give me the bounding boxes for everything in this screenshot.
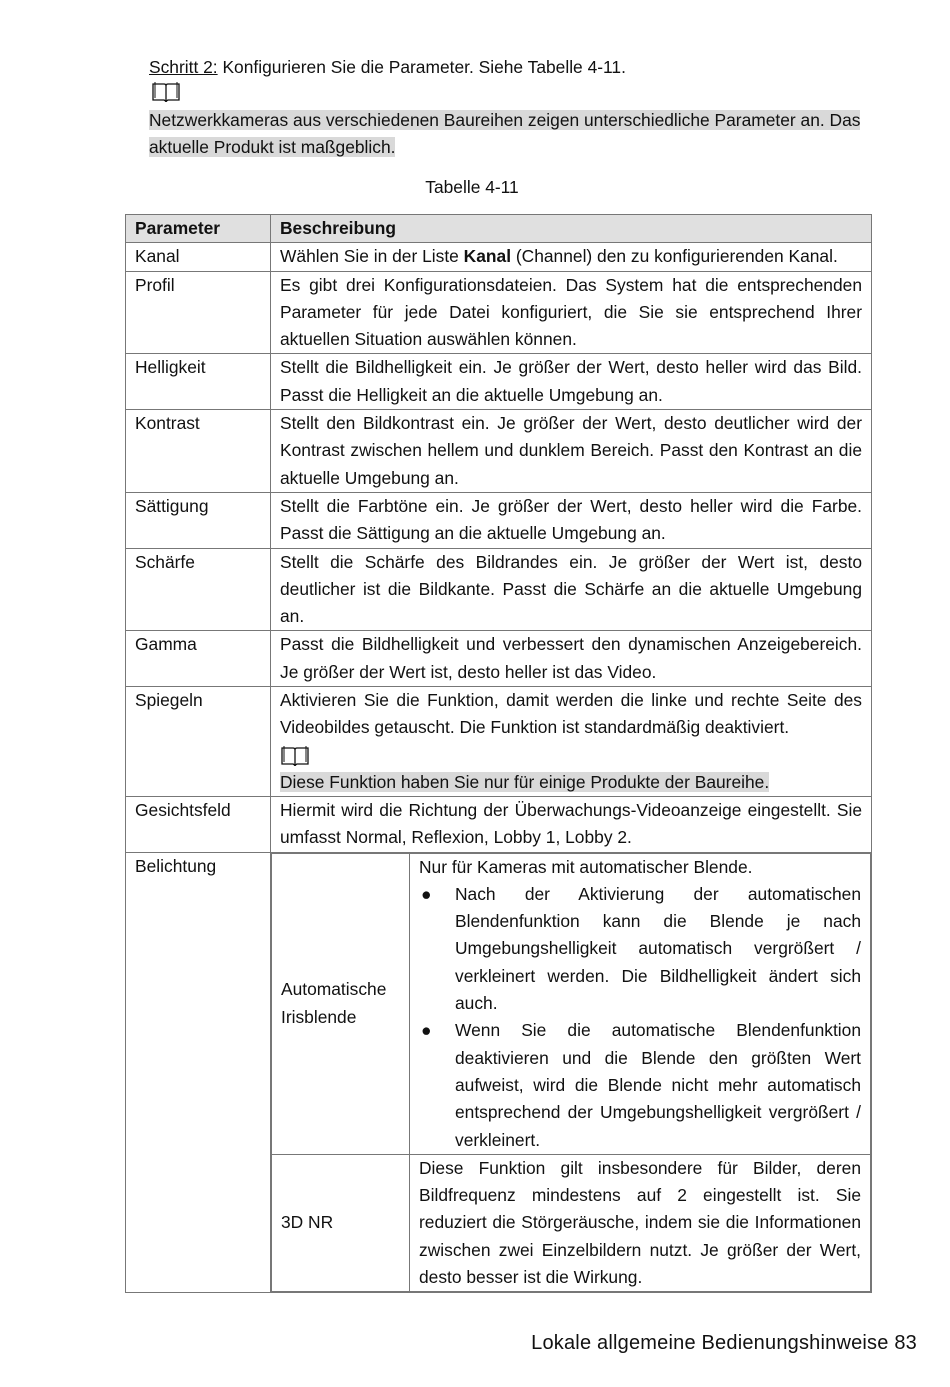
table-row xyxy=(126,687,872,797)
param-cell: Helligkeit xyxy=(126,354,271,410)
param-cell: Spiegeln xyxy=(126,687,271,797)
param-cell: Profil xyxy=(126,271,271,354)
bullet-icon: ● xyxy=(421,883,432,904)
desc-cell xyxy=(271,243,872,271)
table-row xyxy=(126,631,872,687)
table-row xyxy=(126,354,872,410)
subtable-row-iris xyxy=(272,853,871,1154)
table-row xyxy=(126,410,872,493)
header-description: Beschreibung xyxy=(271,215,872,243)
sub-param-cell: 3D NR xyxy=(272,1154,410,1291)
desc-cell: Es gibt drei Konfigurationsdateien. Das System hat die entsprechenden Parameter für jede Datei konfiguriert, die Sie sie entsprechend Ihrer aktuellen Situation auswählen können. xyxy=(271,271,872,354)
param-cell: Kanal xyxy=(126,243,271,271)
desc-cell: Passt die Bildhelligkeit und verbessert den dynamischen Anzeigebereich. Je größer der Wert ist, desto heller ist das Video. xyxy=(271,631,872,687)
table-row xyxy=(126,492,872,548)
sub-desc-cell xyxy=(410,853,871,1154)
desc-text: Aktivieren Sie die Funktion, damit werden die linke und rechte Seite des Videobildes getauscht. Die Funktion ist standardmäßig deaktiviert. xyxy=(280,690,862,738)
param-cell: Kontrast xyxy=(126,410,271,493)
book-icon xyxy=(151,81,181,103)
bullet-icon: ● xyxy=(421,1020,432,1041)
header-parameter: Parameter xyxy=(126,215,271,243)
table-row xyxy=(126,243,872,271)
table-row-exposure xyxy=(126,852,872,1293)
bullet-item xyxy=(419,881,861,1017)
sub-desc-cell: Diese Funktion gilt insbesondere für Bilder, deren Bildfrequenz mindestens auf 2 eingestellt ist. Sie reduziert die Störgeräusche, indem sie die Informationen zwischen zwei Einzelbildern nutzt. Je größer der Wert, desto besser ist die Wirkung. xyxy=(410,1154,871,1291)
exposure-subtable xyxy=(271,853,871,1293)
note-line-1: Netzwerkkameras aus verschiedenen Baureihen zeigen unterschiedliche Parameter an. Das xyxy=(149,110,861,130)
parameter-table xyxy=(125,214,872,1293)
bullet-text: Nach der Aktivierung der automatischen Blendenfunktion kann die Blende je nach Umgebungshelligkeit automatisch vergrößert / verkleinert werden. Die Bildhelligkeit ändert sich auch. xyxy=(455,883,861,1014)
table-caption: Tabelle 4-11 xyxy=(425,177,519,197)
note-text xyxy=(149,107,901,162)
row-note: Diese Funktion haben Sie nur für einige Produkte der Baureihe. xyxy=(280,771,770,792)
bullet-item xyxy=(419,1017,861,1153)
iris-intro: Nur für Kameras mit automatischer Blende. xyxy=(419,856,753,877)
param-cell: Sättigung xyxy=(126,492,271,548)
step-text: Konfigurieren Sie die Parameter. Siehe Tabelle 4-11. xyxy=(217,57,626,77)
step-label: Schritt 2: xyxy=(149,57,218,77)
desc-cell: Stellt die Farbtöne ein. Je größer der Wert, desto heller wird die Farbe. Passt die Sättigung an die aktuelle Umgebung an. xyxy=(271,492,872,548)
iris-label-1: Automatische xyxy=(281,979,387,1000)
desc-cell: Stellt die Bildhelligkeit ein. Je größer der Wert, desto heller wird das Bild. Passt die Helligkeit an die aktuelle Umgebung an. xyxy=(271,354,872,410)
page-footer: Lokale allgemeine Bedienungshinweise 83 xyxy=(531,1332,917,1354)
desc-cell: Hiermit wird die Richtung der Überwachungs-Videoanzeige eingestellt. Sie umfasst Normal, Reflexion, Lobby 1, Lobby 2. xyxy=(271,796,872,852)
note-line-2: aktuelle Produkt ist maßgeblich. xyxy=(149,137,396,158)
table-header-row xyxy=(126,215,872,243)
desc-cell xyxy=(271,687,872,797)
step-line xyxy=(149,54,901,80)
table-row xyxy=(126,796,872,852)
exposure-subtable-cell xyxy=(271,852,872,1293)
param-cell: Gamma xyxy=(126,631,271,687)
desc-text: Wählen Sie in der Liste xyxy=(280,246,464,267)
subtable-row-nr xyxy=(272,1154,871,1291)
table-row xyxy=(126,271,872,354)
table-row xyxy=(126,548,872,631)
bullet-text: Wenn Sie die automatische Blendenfunktion deaktivieren und die Blende den größten Wert aufweist, wird die Blende nicht mehr automatisch entsprechend der Umgebungshelligkeit vergrößert / verkleinert. xyxy=(455,1020,861,1150)
param-cell: Belichtung xyxy=(126,852,271,1293)
desc-cell: Stellt den Bildkontrast ein. Je größer der Wert, desto deutlicher wird der Kontrast zwischen hellem und dunklem Bereich. Passt den Kontrast an die aktuelle Umgebung an. xyxy=(271,410,872,493)
param-cell: Schärfe xyxy=(126,548,271,631)
param-cell: Gesichtsfeld xyxy=(126,796,271,852)
desc-text: (Channel) den zu konfigurierenden Kanal. xyxy=(511,246,838,267)
iris-label-2: Irisblende xyxy=(281,1006,357,1027)
sub-param-cell xyxy=(272,853,410,1154)
desc-bold: Kanal xyxy=(463,246,512,267)
desc-cell: Stellt die Schärfe des Bildrandes ein. Je größer der Wert ist, desto deutlicher ist die Bildkante. Passt die Schärfe an die aktuelle Umgebung an. xyxy=(271,548,872,631)
book-icon xyxy=(280,742,310,769)
